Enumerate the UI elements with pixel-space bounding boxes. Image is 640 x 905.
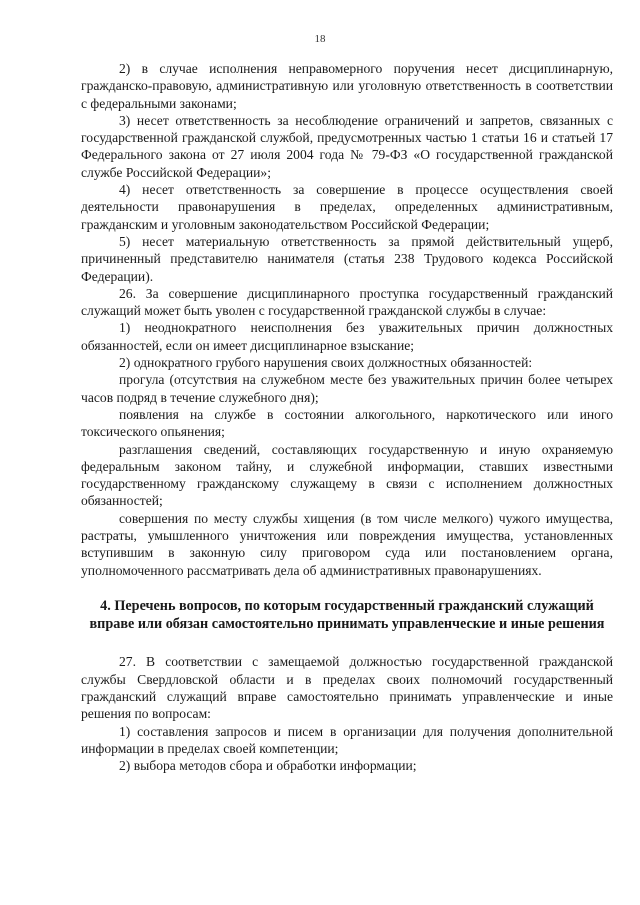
paragraph-theft: совершения по месту службы хищения (в том числе мелкого) чужого имущества, растраты, умышленного уничтожения или повреждения имущества, установленных вступившим в законную силу приговором суда или постановлением органа, уполномоченного рассматривать дела об административных правонарушениях. (81, 510, 613, 578)
paragraph-item-4-offenses: 4) несет ответственность за совершение в процессе осуществления своей деятельности правонарушения в пределах, определенных административным, гражданским и уголовным законодательством Российской Федерации; (81, 182, 613, 232)
paragraph-absence: прогула (отсутствия на служебном месте без уважительных причин более четырех часов подряд в течение служебного дня); (81, 372, 613, 405)
paragraph-intoxication: появления на службе в состоянии алкогольного, наркотического или иного токсического опьянения; (81, 406, 613, 440)
paragraph-27-item-2: 2) выбора методов сбора и обработки информации; (119, 758, 417, 774)
paragraph-item-2-liability: 2) в случае исполнения неправомерного поручения несет дисциплинарную, гражданско-правовую, административную или уголовную ответственность в соответствии с федеральными законами; (81, 61, 613, 111)
paragraph-27-decisions: 27. В соответствии с замещаемой должностью государственной гражданской службы Свердловской области и в пределах своих полномочий государственный гражданский служащий вправе самостоятельно принимать управленческие и иные решения по вопросам: (81, 654, 613, 722)
paragraph-item-5-material-liability: 5) несет материальную ответственность за прямой действительный ущерб, причиненный представителю нанимателя (статья 238 Трудового кодекса Российской Федерации). (81, 233, 613, 284)
paragraph-item-3-restrictions: 3) несет ответственность за несоблюдение ограничений и запретов, связанных с государственной гражданской службой, предусмотренных частью 1 статьи 16 и статьей 17 Федерального закона от 27 июля 2004 года № 79-ФЗ «О государственной гражданской службе Российской Федерации»; (81, 112, 613, 180)
paragraph-26-dismissal: 26. За совершение дисциплинарного проступка государственный гражданский служащий может быть уволен с государственной гражданской службы в случае: (81, 285, 613, 319)
section-heading: 4. Перечень вопросов, по которым государственный гражданский служащий вправе или обязан самостоятельно принимать управленческие и иные решения (89, 597, 605, 633)
paragraph-disclosure: разглашения сведений, составляющих государственную и иную охраняемую федеральным законом тайну, и служебной информации, ставших известными государственному гражданскому служащему в связи с исполнением должностных обязанностей; (81, 441, 613, 509)
paragraph-26-item-2: 2) однократного грубого нарушения своих должностных обязанностей: (119, 355, 533, 371)
paragraph-26-item-1: 1) неоднократного неисполнения без уважительных причин должностных обязанностей, если он имеет дисциплинарное взыскание; (81, 320, 613, 353)
page-number: 18 (314, 33, 326, 45)
document-body (81, 60, 613, 774)
paragraph-27-item-1: 1) составления запросов и писем в организации для получения дополнительной информации в пределах своей компетенции; (81, 723, 613, 756)
